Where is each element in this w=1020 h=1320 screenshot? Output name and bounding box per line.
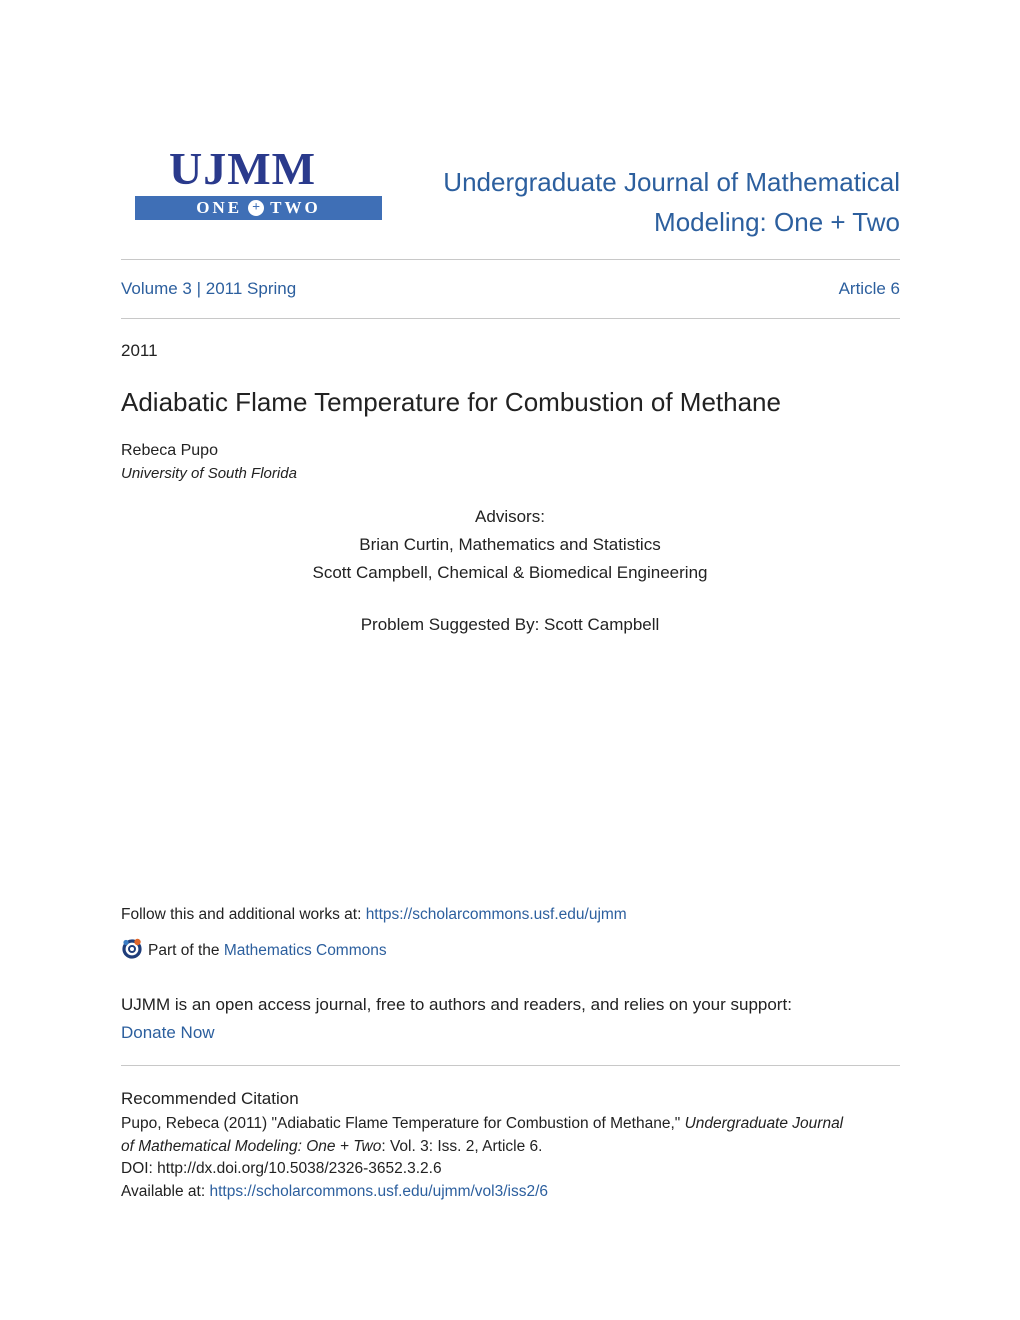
part-of-line	[121, 940, 387, 962]
available-link[interactable]: https://scholarcommons.usf.edu/ujmm/vol3/iss2/6	[209, 1182, 549, 1200]
citation-heading: Recommended Citation	[121, 1089, 299, 1108]
citation-available	[121, 1181, 901, 1204]
logo-band-plus: +	[248, 200, 264, 216]
advisors-label: Advisors:	[475, 507, 545, 526]
follow-prefix: Follow this and additional works at:	[121, 906, 366, 923]
part-of-prefix: Part of the	[148, 942, 220, 959]
logo-band-left: ONE	[196, 198, 243, 217]
paper-title: Adiabatic Flame Temperature for Combustion of Methane	[121, 387, 781, 417]
open-access-statement: UJMM is an open access journal, free to authors and readers, and relies on your support:	[121, 995, 792, 1014]
article-link[interactable]: Article 6	[838, 279, 900, 298]
advisor-2: Scott Campbell, Chemical & Biomedical Engineering	[312, 563, 708, 582]
citation-text: Pupo, Rebeca (2011) "Adiabatic Flame Temperature for Combustion of Methane,"	[121, 1115, 685, 1132]
citation-reference	[121, 1113, 901, 1136]
citation-body	[121, 1113, 901, 1203]
commons-network-icon	[121, 937, 143, 959]
journal-logo	[121, 142, 396, 232]
author-affiliation: University of South Florida	[121, 465, 297, 482]
logo-band-right: TWO	[270, 198, 321, 217]
citation-journal-cont: of Mathematical Modeling: One + Two	[121, 1137, 382, 1155]
mathematics-commons-link[interactable]: Mathematics Commons	[223, 942, 387, 959]
problem-suggested-by: Problem Suggested By: Scott Campbell	[360, 615, 660, 634]
citation-doi: DOI: http://dx.doi.org/10.5038/2326-3652.3.2.6	[121, 1160, 442, 1177]
divider	[121, 1065, 900, 1066]
publication-year: 2011	[121, 341, 158, 360]
follow-line	[121, 906, 627, 924]
available-prefix: Available at:	[121, 1182, 210, 1200]
advisor-1: Brian Curtin, Mathematics and Statistics	[359, 535, 661, 554]
divider	[121, 259, 900, 260]
citation-reference-cont	[121, 1136, 901, 1159]
divider	[121, 318, 900, 319]
logo-band	[135, 196, 382, 220]
journal-title-line-2[interactable]: Modeling: One + Two	[654, 207, 900, 237]
citation-journal: Undergraduate Journal	[684, 1115, 844, 1132]
author-name: Rebeca Pupo	[121, 442, 218, 459]
citation-volume: : Vol. 3: Iss. 2, Article 6.	[381, 1137, 543, 1155]
follow-link[interactable]: https://scholarcommons.usf.edu/ujmm	[365, 906, 627, 923]
volume-link[interactable]: Volume 3 | 2011 Spring	[121, 279, 297, 298]
journal-title-link[interactable]	[400, 162, 900, 242]
journal-title-line-1[interactable]: Undergraduate Journal of Mathematical	[443, 167, 900, 197]
logo-text: UJMM	[169, 143, 317, 194]
donate-now-link[interactable]: Donate Now	[121, 1023, 215, 1042]
